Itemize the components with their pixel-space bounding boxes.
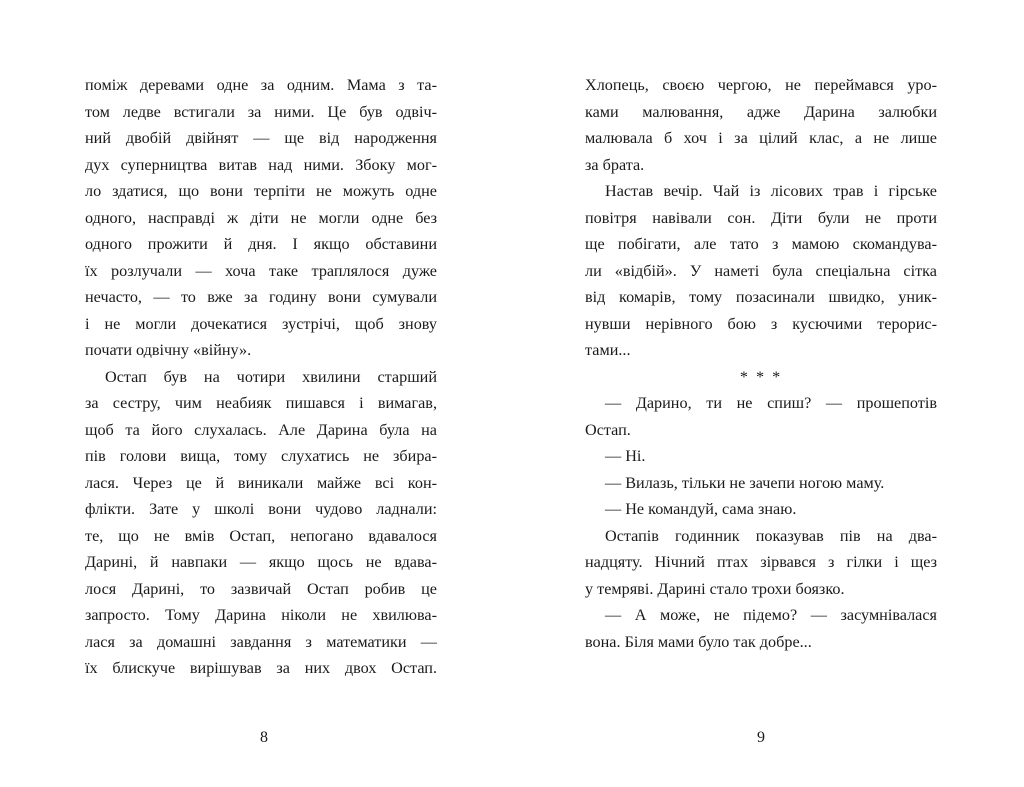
page-number-right: 9 [757,729,765,746]
text-line: лася. Через це й виникали майже всі кон- [85,473,437,492]
text-line: повітря навівали сон. Діти були не проти [585,208,937,227]
text-line: Остапів годинник показував пів на два- [605,526,937,545]
text-line: Хлопець, своєю чергою, не переймався уро- [585,76,937,94]
text-line: флікти. Зате у школі вони чудово ладнали: [85,500,437,518]
text-line: їх блискуче вирішував за них двох Остап. [85,659,437,677]
text-line: дух суперництва витав над ними. Збоку мог- [85,155,437,174]
text-line: нечасто, — то вже за годину вони сумували [85,288,437,306]
text-line: — Вилазь, тільки не зачепи ногою маму. [605,473,885,492]
right-page-text [585,72,937,655]
text-line: те, що не вмів Остап, непогано вдавалося [85,526,437,545]
text-line: запросто. Тому Дарина ніколи не хвилюва- [85,606,437,624]
text-line: Дарині, й навпаки — якщо щось не вдава- [85,553,437,571]
text-line: ний двобій двійнят — ще від народження [85,129,437,147]
text-line: вона. Біля мами було так добре... [585,632,812,651]
text-line: тами... [585,341,631,359]
text-line: нувши нерівного бою з кусючими терорис- [585,314,937,333]
text-line: Настав вечір. Чай із лісових трав і гірське [605,182,937,200]
text-line: за брата. [585,155,645,174]
text-line: том ледве встигали за ними. Це був одвіч- [85,102,437,121]
text-line: малювала б хоч і за цілий клас, а не лише [585,129,937,147]
text-line: ло здатися, що вони терпіти не можуть одне [85,182,437,200]
text-line: одного прожити й дня. І якщо обставини [85,235,437,253]
text-line: — Дарино, ти не спиш? — прошепотів [605,394,937,412]
text-line: ще побігати, але тато з мамою скомандува- [585,235,937,253]
text-line: лося Дарині, то зазвичай Остап робив це [85,579,437,598]
text-line: їх розлучали — хоча таке траплялося дуже [85,261,437,280]
text-line: за сестру, чим неабияк пишався і вимагав, [85,394,437,412]
text-line: ками малювання, адже Дарина залюбки [585,102,937,121]
page-number-left: 8 [260,729,268,746]
section-separator: * * * [739,367,783,386]
text-line: Остап. [585,420,631,439]
text-line: і не могли дочекатися зустрічі, щоб знову [85,314,437,333]
text-line: одного, насправді ж діти не могли одне без [85,208,437,227]
text-line: щоб та його слухалась. Але Дарина була на [85,420,437,439]
text-line: — А може, не підемо? — засумнівалася [605,606,937,624]
text-line: Остап був на чотири хвилини старший [105,367,437,386]
text-line: від комарів, тому позасинали швидко, уник- [585,288,937,306]
text-line: лася за домашні завдання з математики — [85,632,437,651]
text-line: поміж деревами одне за одним. Мама з та- [85,76,437,94]
text-line: — Ні. [605,447,646,465]
text-line: ли «відбій». У наметі була спеціальна сітка [585,261,937,280]
left-page-text [85,72,437,682]
text-line: пів голови вища, тому слухатись не збира- [85,447,437,465]
text-line: надцяту. Нічний птах зірвався з гілки і щез [585,553,937,571]
text-line: — Не командуй, сама знаю. [605,500,797,518]
text-line: у темряві. Дарині стало трохи боязко. [585,579,845,598]
text-line: почати одвічну «війну». [85,341,252,359]
